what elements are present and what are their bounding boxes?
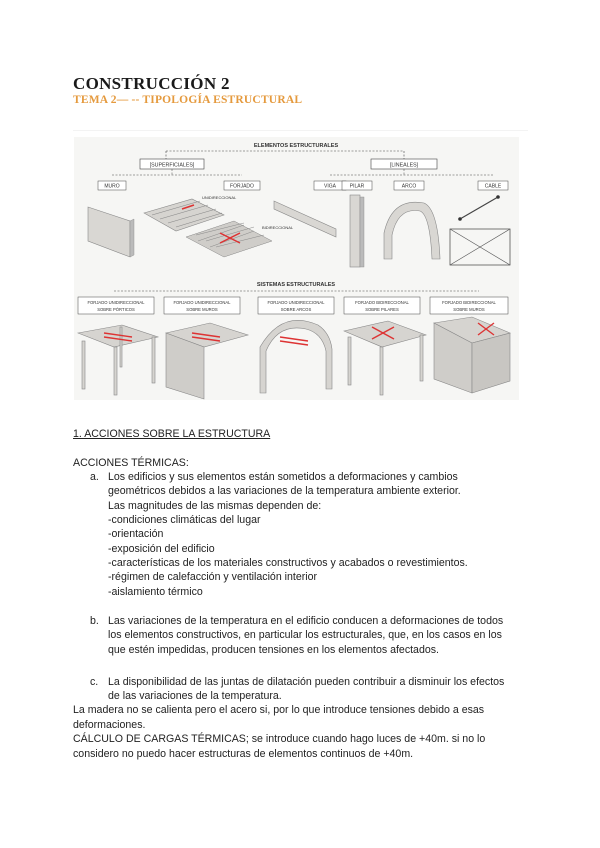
- group-superficiales: [SUPERFICIALES]: [149, 162, 195, 169]
- element-viga: VIGA: [324, 183, 336, 190]
- system-3-line2: SOBRE ARCOS: [280, 307, 312, 312]
- header-divider: [73, 130, 528, 131]
- item-b-marker: b.: [90, 615, 99, 627]
- item-c-marker: c.: [90, 676, 99, 688]
- figure-top-title: ELEMENTOS ESTRUCTURALES: [253, 143, 339, 149]
- item-a-line: -condiciones climáticas del lugar: [108, 514, 261, 526]
- element-forjado: FORJADO: [230, 183, 254, 190]
- section-heading: 1. ACCIONES SOBRE LA ESTRUCTURA: [73, 428, 271, 440]
- system-1-line2: SOBRE PÓRTICOS: [97, 307, 135, 312]
- paragraph-line: considero no puedo hacer estructuras de elementos continuos de +40m.: [73, 748, 414, 760]
- system-1-line1: FORJADO UNIDIRECCIONAL: [87, 300, 145, 305]
- item-a-line: -orientación: [108, 528, 164, 540]
- structural-elements-figure: [74, 137, 519, 400]
- item-a-line: -características de los materiales constructivos y acabados o revestimientos.: [108, 557, 468, 569]
- item-b-line: Las variaciones de la temperatura en el edificio conducen a deformaciones de todos: [108, 615, 504, 627]
- system-2-line2: SOBRE MUROS: [186, 307, 218, 312]
- paragraph-line: La madera no se calienta pero el acero si, por lo que introduce tensiones debido a esas: [73, 704, 485, 716]
- element-muro: MURO: [104, 183, 120, 190]
- item-a-line: -aislamiento térmico: [108, 586, 203, 598]
- document-subtitle: TEMA 2— -- TIPOLOGÍA ESTRUCTURAL: [73, 94, 303, 106]
- group-lineales: [LINEALES]: [389, 162, 419, 169]
- paragraph-line: CÁLCULO DE CARGAS TÉRMICAS; se introduce cuando hago luces de +40m. si no lo: [73, 733, 486, 745]
- document-title: CONSTRUCCIÓN 2: [73, 74, 230, 93]
- system-3-line1: FORJADO UNIDIRECCIONAL: [267, 300, 325, 305]
- item-a-line: -régimen de calefacción y ventilación interior: [108, 571, 318, 583]
- item-b-line: que estén impedidas, producen tensiones en los elementos afectados.: [108, 644, 439, 656]
- subheading-acciones-termicas: ACCIONES TÉRMICAS:: [73, 457, 189, 469]
- item-c-line: La disponibilidad de las juntas de dilatación pueden contribuir a disminuir los efectos: [108, 676, 505, 688]
- item-b-line: los elementos constructivos, en particular los estructurales, que, en los casos en los: [108, 629, 502, 641]
- item-c-line: de las variaciones de la temperatura.: [108, 690, 282, 702]
- element-cable: CABLE: [484, 183, 502, 190]
- label-unidireccional: UNIDIRECCIONAL: [202, 195, 237, 200]
- label-bidireccional: BIDIRECCIONAL: [262, 225, 294, 230]
- item-a-marker: a.: [90, 471, 99, 483]
- item-a-line: -exposición del edificio: [108, 543, 215, 555]
- system-4-line1: FORJADO BIDIRECCIONAL: [355, 300, 409, 305]
- element-pilar: PILAR: [349, 183, 365, 190]
- item-a-line: Las magnitudes de las mismas dependen de:: [108, 500, 322, 512]
- system-4-line2: SOBRE PILARES: [365, 307, 399, 312]
- system-5-line1: FORJADO BIDIRECCIONAL: [442, 300, 496, 305]
- item-a-line: geométricos debidos a las variaciones de la temperatura ambiente exterior.: [108, 485, 461, 497]
- item-a-line: Los edificios y sus elementos están sometidos a deformaciones y cambios: [108, 471, 458, 483]
- element-arco: ARCO: [401, 183, 417, 190]
- system-2-line1: FORJADO UNIDIRECCIONAL: [173, 300, 231, 305]
- system-5-line2: SOBRE MUROS: [453, 307, 485, 312]
- paragraph-line: deformaciones.: [73, 719, 146, 731]
- figure-bottom-title: SISTEMAS ESTRUCTURALES: [256, 282, 336, 288]
